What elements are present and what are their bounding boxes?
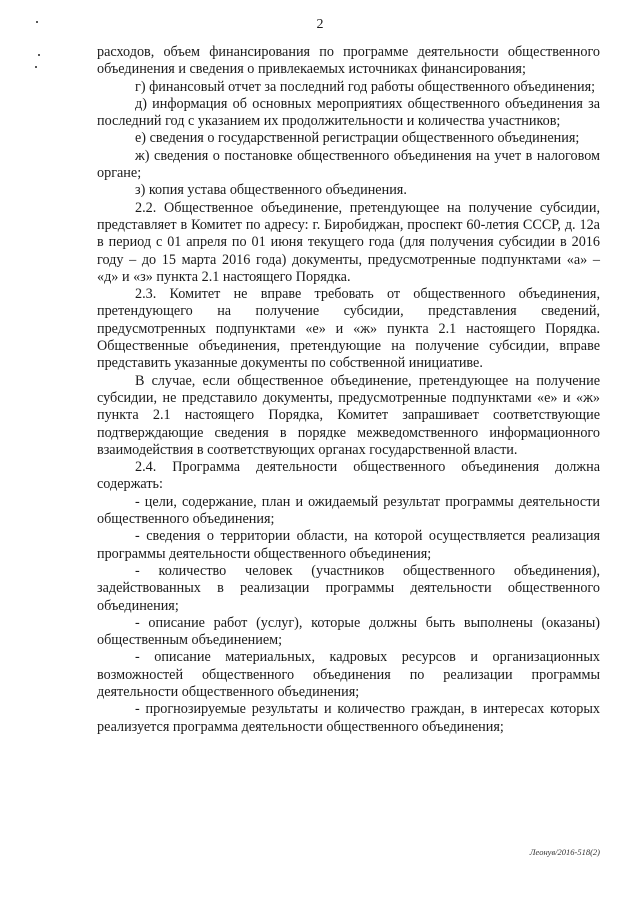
paragraph: ж) сведения о постановке общественного объединения на учет в налоговом органе;	[97, 147, 600, 182]
paragraph: е) сведения о государственной регистрации общественного объединения;	[135, 130, 580, 147]
paragraph: 2.3. Комитет не вправе требовать от общественного объединения, претендующего на получение субсидии, представления сведений, предусмотренных подпунктами «е» и «ж» пункта 2.1 настоящего Порядка. Общественные объединения, претендующие на получение субсидии, вправе представить указанные документы по собственной инициативе.	[97, 286, 600, 372]
paragraph: - прогнозируемые результаты и количество граждан, в интересах которых реализуется программа деятельности общественного объединения;	[97, 701, 600, 735]
paragraph: - описание материальных, кадровых ресурсов и организационных возможностей общественного объединения по реализации программы деятельности общественного объединения;	[97, 649, 600, 700]
paragraph: - количество человек (участников общественного объединения), задействованных в реализации программы деятельности общественного объединения;	[97, 562, 600, 614]
paragraph: - сведения о территории области, на которой осуществляется реализация программы деятельности общественного объединения;	[97, 528, 600, 562]
paragraph: - описание работ (услуг), которые должны быть выполнены (оказаны) общественным объединением;	[97, 614, 600, 649]
document-body	[97, 44, 600, 736]
paragraph: В случае, если общественное объединение, претендующее на получение субсидии, не представило документы, предусмотренные подпунктами «е» и «ж» пункта 2.1 настоящего Порядка, Комитет запрашивает соответствующие подтверждающие сведения в порядке межведомственного информационного взаимодействия в соответствующих органах государственной власти.	[97, 372, 600, 458]
paragraph: 2.2. Общественное объединение, претендующее на получение субсидии, представляет в Комитет по адресу: г. Биробиджан, проспект 60-летия СССР, д. 12а в период с 01 апреля по 01 июня текущего года (для получения субсидии в 2016 году – до 15 марта 2016 года) документы, предусмотренные подпунктами «а» – «д» и «з» пункта 2.1 настоящего Порядка.	[97, 199, 600, 285]
paragraph: 2.4. Программа деятельности общественного объединения должна содержать:	[97, 459, 600, 493]
paragraph: расходов, объем финансирования по программе деятельности общественного объединения и сведения о привлекаемых источниках финансирования;	[97, 44, 600, 78]
paragraph: з) копия устава общественного объединения.	[135, 182, 407, 199]
footer-reference: Леонув/2016-518(2)	[529, 847, 600, 857]
page-number: 2	[316, 17, 324, 32]
scan-speck	[38, 54, 40, 56]
paragraph: - цели, содержание, план и ожидаемый результат программы деятельности общественного объединения;	[97, 493, 600, 528]
paragraph: г) финансовый отчет за последний год работы общественного объединения;	[135, 78, 596, 95]
paragraph: д) информация об основных мероприятиях общественного объединения за последний год с указанием их продолжительности и количества участников;	[97, 95, 600, 130]
scan-speck	[35, 66, 37, 68]
